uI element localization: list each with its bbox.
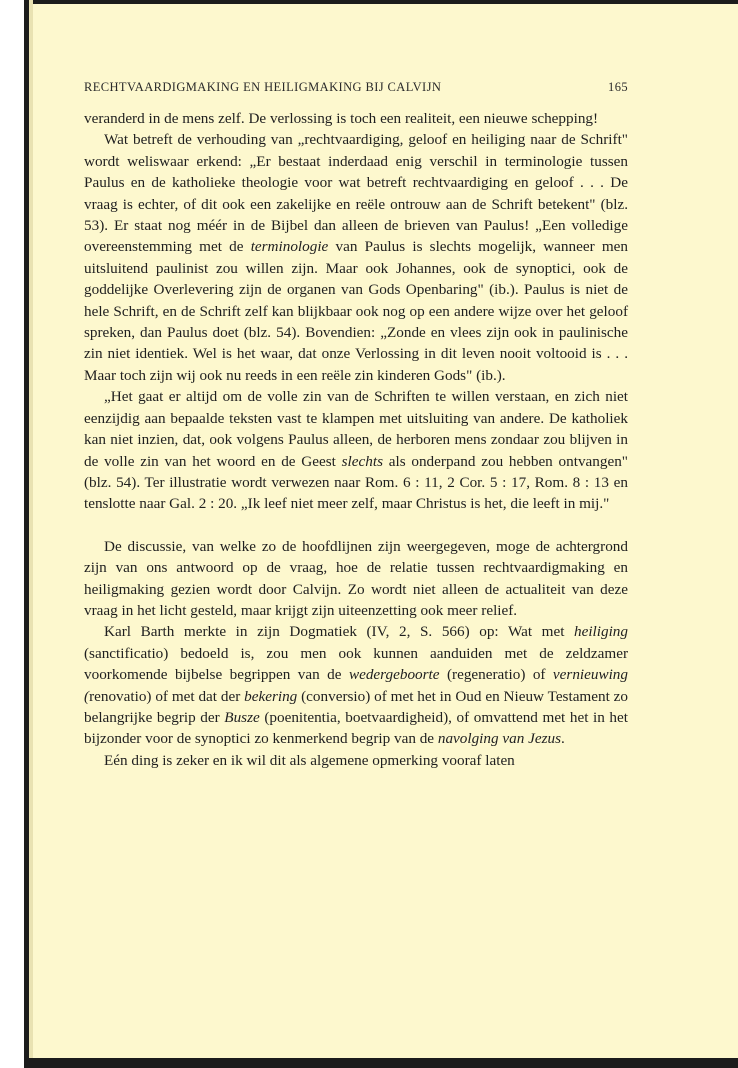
paragraph-3 bbox=[84, 386, 628, 514]
text-run: (sanctificatio) bedoeld is, zou men ook kunnen aanduiden met de zeldzamer voorkomende bijbelse begrippen van de bbox=[84, 644, 628, 684]
emphasis: terminologie bbox=[250, 238, 329, 256]
paragraph-1: veranderd in de mens zelf. De verlossing is toch een realiteit, een nieuwe schepping! bbox=[84, 110, 599, 127]
scanned-page bbox=[24, 0, 738, 1068]
text-run: (conversio) of met het in Oud en Nieuw Testament zo belangrijke begrip der bbox=[84, 687, 628, 726]
emphasis: slechts bbox=[341, 452, 383, 470]
text-run: (regeneratio) of bbox=[439, 666, 553, 684]
emphasis: vernieuwing ( bbox=[84, 666, 628, 705]
text-run: (poenitentia, boetvaardigheid), of omvattend met het in het bijzonder voor de synoptici zo kenmerkend begrip van de bbox=[84, 708, 628, 748]
emphasis: bekering bbox=[244, 687, 298, 705]
text-run: „Het gaat er altijd om de volle zin van de Schriften te willen verstaan, en zich niet eenzijdig aan bepaalde teksten vast te klampen met uitsluiting van andere. De katholiek kan niet inzien, dat, ook volgens Paulus alleen, de herboren mens zondaar zou blijven in de volle zin van het woord en de Geest bbox=[84, 388, 628, 470]
emphasis: navolging van Jezus bbox=[437, 730, 562, 748]
text-run: Karl Barth merkte in zijn Dogmatiek (IV, 2, S. 566) op: Wat met bbox=[104, 623, 574, 641]
text-run: van Paulus is slechts mogelijk, wanneer men uitsluitend paulinist zou willen zijn. Maar ook Johannes, ook de synoptici, ook de goddelijke Overlevering zijn de organen van Gods Openbaring" (ib.). Paulus is niet de hele Schrift, en de Schrift zelf kan blijkbaar ook nog op een andere wijze over het geloof spreken, dan Paulus doet (blz. 54). Bovendien: „Zonde en vlees zijn ook in paulinische zin niet identiek. Wel is het waar, dat onze Verlossing in dit leven nooit voltooid is . . . Maar toch zijn wij ook nu reeds in een reële zin kinderen Gods" (ib.). bbox=[84, 238, 628, 384]
text-run: . bbox=[561, 730, 565, 748]
page-number: 165 bbox=[608, 80, 628, 94]
body-text bbox=[84, 108, 628, 771]
text-run: als onderpand zou hebben ontvangen" (blz. 54). Ter illustratie wordt verwezen naar Rom. 6 : 11, 2 Cor. 5 : 17, Rom. 8 : 13 en tenslotte naar Gal. 2 : 20. „Ik leef niet meer zelf, maar Christus is het, die leeft in mij." bbox=[84, 452, 629, 513]
page-fold-shadow bbox=[29, 0, 33, 1058]
text-run: Wat betreft de verhouding van „rechtvaardiging, geloof en heiliging naar de Schrift" wordt weliswaar erkend: „Er bestaat inderdaad enig verschil in terminologie tussen Paulus en de katholieke theologie voor wat betreft rechtvaardiging en geloof . . . De vraag is echter, of dit ook een zakelijke en reële ontrouw aan de Schrift betekent" (blz. 53). Er staat nog méér in de Bijbel dan alleen de brieven van Paulus! „Een volledige overeenstemming met de bbox=[84, 131, 628, 256]
emphasis: wedergeboorte bbox=[348, 666, 440, 684]
scan-border-bottom bbox=[24, 1058, 738, 1068]
text-run: renovatio) of met dat der bbox=[89, 687, 245, 705]
running-title: RECHTVAARDIGMAKING EN HEILIGMAKING BIJ CALVIJN bbox=[84, 80, 442, 94]
emphasis: heiliging bbox=[574, 623, 628, 641]
section-gap bbox=[84, 515, 628, 536]
emphasis: Busze bbox=[224, 708, 260, 726]
paragraph-4: De discussie, van welke zo de hoofdlijnen zijn weergegeven, moge de achtergrond zijn van ons antwoord op de vraag, hoe de relatie tussen rechtvaardigmaking en heiligmaking gezien wordt door Calvijn. Zo wordt niet alleen de actualiteit van deze vraag in het licht gesteld, maar krijgt zijn uiteenzetting ook meer relief. bbox=[84, 537, 628, 619]
paragraph-6: Eén ding is zeker en ik wil dit als algemene opmerking vooraf laten bbox=[104, 751, 515, 769]
scan-border-top bbox=[24, 0, 738, 4]
paragraph-2 bbox=[84, 129, 628, 386]
paragraph-5 bbox=[84, 621, 628, 749]
